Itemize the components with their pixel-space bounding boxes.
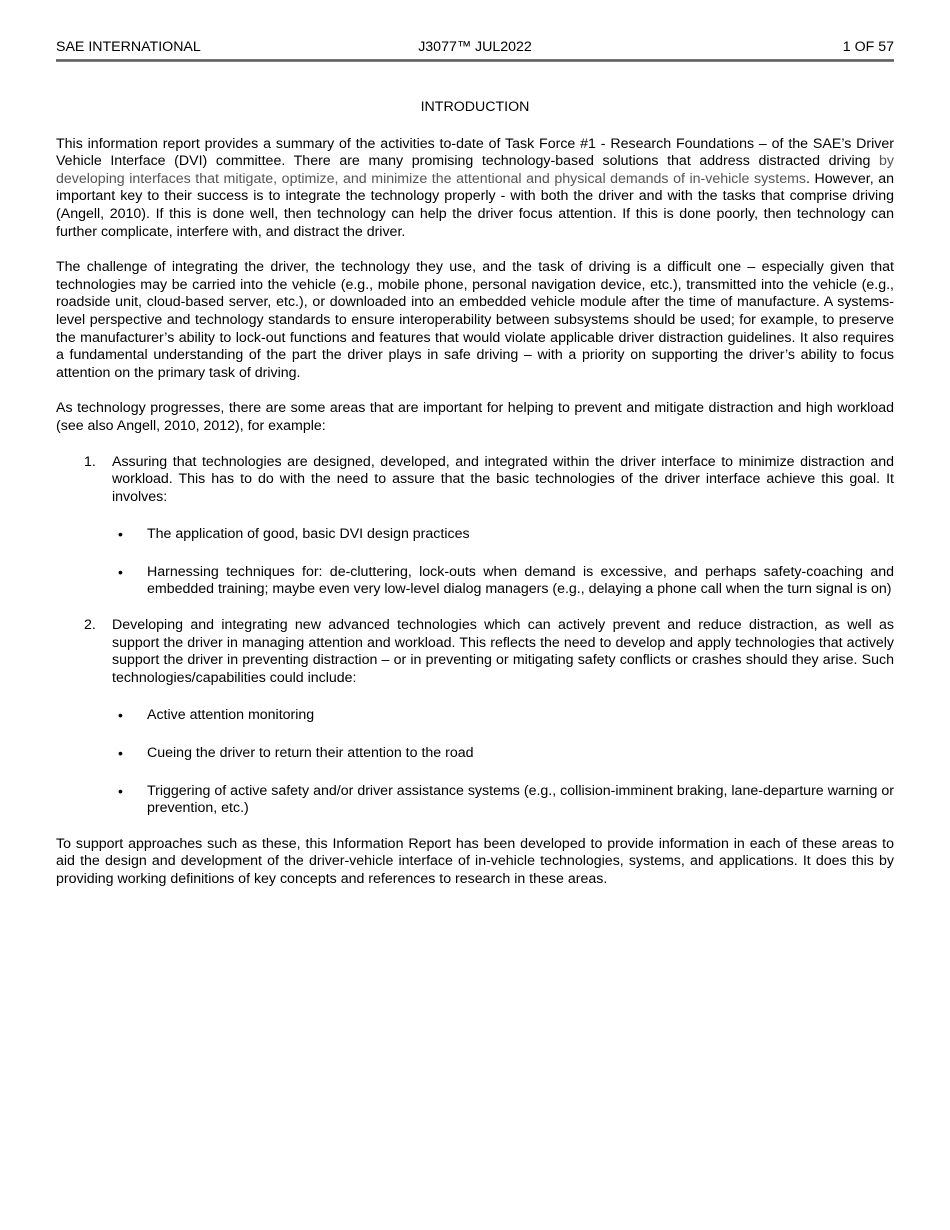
intro-paragraph-2: The challenge of integrating the driver, the technology they use, and the task of driving is a difficult one – especially given that technologies may be carried into the vehicle (e.g., mobile phone, personal navigation device, etc.), transmitted into the vehicle (e.g., roadside unit, cloud-based server, etc.), or downloaded into an embedded vehicle module after the time of manufacture. A systems-level perspective and technology standards to ensure interoperability between subsystems should be used; for example, to preserve the manufacturer’s ability to lock-out functions and features that would violate applicable driver distraction guidelines. It also requires a fundamental understanding of the part the driver plays in safe driving – with a priority on supporting the driver’s ability to focus attention on the primary task of driving.	[56, 259, 894, 381]
bullet-item	[112, 745, 894, 763]
bullet-text: Cueing the driver to return their attention to the road	[147, 745, 474, 762]
intro-paragraph-3: As technology progresses, there are some areas that are important for helping to prevent and mitigate distraction and high workload (see also Angell, 2010, 2012), for example:	[56, 400, 894, 434]
bullet-list	[112, 526, 894, 599]
intro-paragraph-1	[56, 136, 894, 242]
bullet-icon: •	[118, 745, 123, 762]
closing-paragraph: To support approaches such as these, this Information Report has been developed to provide information in each of these areas to aid the design and development of the driver-vehicle interface of in-vehicle technologies, systems, and applications. It does this by providing working definitions of key concepts and references to research in these areas.	[56, 835, 894, 887]
p1-text-gray: by developing interfaces that mitigate, optimize, and minimize the attentional and physical demands of in-vehicle systems	[56, 153, 894, 187]
bullet-item	[112, 783, 894, 818]
p1-text-c: . However, an important key to their success is to integrate the technology properly - with both the driver and with the tasks that comprise driving (Angell, 2010). If this is done well, then technology can help the driver focus attention. If this is done poorly, then technology can further complicate, interfere with, and distract the driver.	[56, 170, 894, 240]
list-item-2	[56, 617, 894, 818]
header-organization: SAE INTERNATIONAL	[56, 39, 201, 55]
bullet-icon: •	[118, 563, 123, 580]
bullet-item	[112, 526, 894, 544]
numbered-list	[56, 454, 894, 818]
section-title: INTRODUCTION	[420, 99, 530, 115]
list-item-text: Developing and integrating new advanced technologies which can actively prevent and reduce distraction, as well as support the driver in managing attention and workload. This reflects the need to develop and apply technologies that actively support the driver in preventing distraction – or in preventing or mitigating safety conflicts or crashes should they arise. Such technologies/capabilities could include:	[112, 617, 894, 686]
bullet-list	[112, 707, 894, 817]
bullet-text: Triggering of active safety and/or driver assistance systems (e.g., collision-imminent braking, lane-departure warning or prevention, etc.)	[147, 782, 894, 817]
bullet-text: The application of good, basic DVI design practices	[147, 526, 470, 543]
bullet-text: Harnessing techniques for: de-cluttering, lock-outs when demand is excessive, and perhaps safety-coaching and embedded training; maybe even very low-level dialog managers (e.g., delaying a phone call when the turn signal is on)	[147, 563, 894, 598]
bullet-icon: •	[118, 707, 123, 724]
header-divider	[56, 59, 894, 62]
list-item-text: Assuring that technologies are designed, developed, and integrated within the driver interface to minimize distraction and workload. This has to do with the need to assure that the basic technologies of the driver interface achieve this goal. It involves:	[112, 453, 894, 505]
header-page-number: 1 OF 57	[842, 39, 894, 55]
bullet-icon: •	[118, 782, 123, 799]
document-page	[56, 38, 894, 907]
header-document-id: J3077™ JUL2022	[418, 39, 532, 55]
page-header	[56, 38, 894, 58]
bullet-icon: •	[118, 526, 123, 543]
list-number: 1.	[84, 453, 96, 470]
bullet-item	[112, 707, 894, 725]
list-number: 2.	[84, 617, 96, 634]
list-item-1	[56, 454, 894, 600]
bullet-item	[112, 564, 894, 599]
p1-text-a: This information report provides a summary of the activities to-date of Task Force #1 - Research Foundations – of the SAE’s Driver Vehicle Interface (DVI) committee. There are many promising technology-based solutions that address distracted driving	[56, 135, 894, 170]
bullet-text: Active attention monitoring	[147, 707, 315, 724]
